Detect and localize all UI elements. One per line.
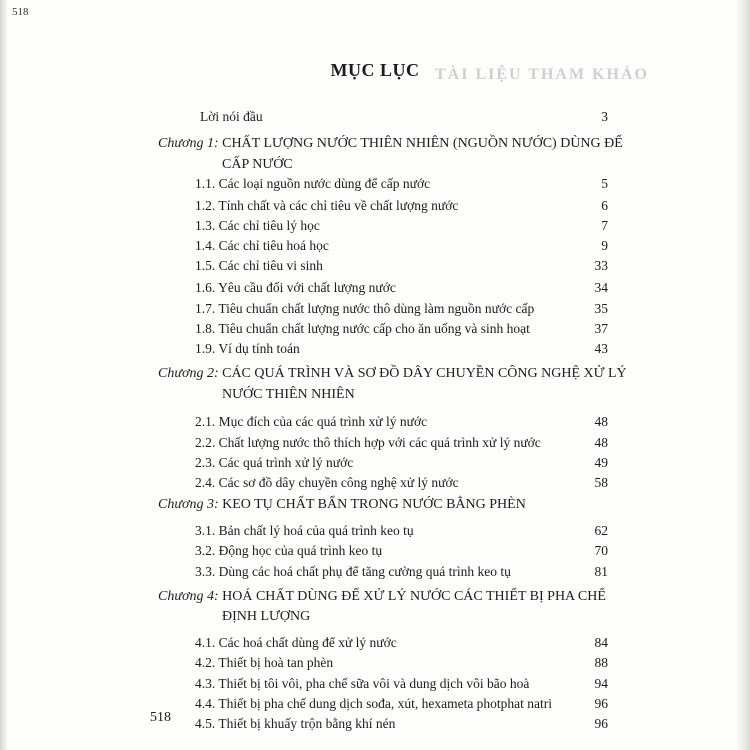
toc-entry xyxy=(195,321,608,337)
toc-entry-text: 4.2. Thiết bị hoà tan phèn xyxy=(195,655,334,670)
chapter-title-continued: ĐỊNH LƯỢNG xyxy=(222,609,311,624)
chapter-heading xyxy=(158,366,627,382)
toc-entry-page: 58 xyxy=(594,475,608,490)
toc-entry-page: 7 xyxy=(601,218,608,233)
toc-entry-page: 9 xyxy=(601,238,608,253)
toc-entry-page: 48 xyxy=(594,414,608,429)
toc-entry xyxy=(195,655,608,671)
toc-entry-text: 1.6. Yêu cầu đối với chất lượng nước xyxy=(195,280,396,295)
toc-entry-text: 1.5. Các chỉ tiêu vi sinh xyxy=(195,258,323,273)
toc-entry-text: 3.1. Bản chất lý hoá của quá trình keo tụ xyxy=(195,523,414,538)
toc-entry-page: 48 xyxy=(594,435,608,450)
toc-entry-text: 1.1. Các loại nguồn nước dùng để cấp nước xyxy=(195,176,431,191)
page-gutter-shadow xyxy=(0,0,8,750)
toc-entry-text: 1.2. Tính chất và các chỉ tiêu về chất lượng nước xyxy=(195,198,459,213)
toc-entry-page: 70 xyxy=(594,543,608,558)
toc-entry xyxy=(195,176,608,192)
toc-entry-text: 3.2. Động học của quá trình keo tụ xyxy=(195,543,383,558)
toc-entry-text: 3.3. Dùng các hoá chất phụ để tăng cường quá trình keo tụ xyxy=(195,564,511,579)
toc-entry-page: 81 xyxy=(594,564,608,579)
chapter-label: Chương 1: xyxy=(158,136,219,151)
chapter-title: HOÁ CHẤT DÙNG ĐỂ XỬ LÝ NƯỚC CÁC THIẾT BỊ PHA CHẾ xyxy=(222,589,606,604)
toc-entry xyxy=(195,475,608,491)
toc-entry xyxy=(195,676,608,692)
toc-entry-text: 4.4. Thiết bị pha chế dung dịch sođa, xút, hexameta photphat natri xyxy=(195,696,553,711)
toc-entry xyxy=(195,238,608,254)
toc-entry-text: 2.1. Mục đích của các quá trình xử lý nước xyxy=(195,414,428,429)
chapter-heading xyxy=(158,497,526,513)
toc-entry-text: 1.3. Các chỉ tiêu lý học xyxy=(195,218,320,233)
toc-entry-page: 49 xyxy=(594,455,608,470)
toc-entry-page: 94 xyxy=(594,676,608,691)
toc-entry-page: 34 xyxy=(594,280,608,295)
corner-number: 518 xyxy=(12,6,29,18)
toc-entry-text: Lời nói đầu xyxy=(200,109,263,124)
toc-entry xyxy=(195,218,608,234)
toc-entry xyxy=(195,543,608,559)
toc-entry xyxy=(195,564,608,580)
toc-entry-page: 37 xyxy=(594,321,608,336)
toc-entry-page: 33 xyxy=(594,258,608,273)
toc-entry xyxy=(195,696,608,712)
chapter-heading xyxy=(158,136,623,152)
chapter-label: Chương 2: xyxy=(158,366,219,381)
toc-entry-page: 5 xyxy=(601,176,608,191)
toc-entry xyxy=(195,455,608,471)
toc-entry-text: 2.4. Các sơ đồ dây chuyền công nghệ xử lý nước xyxy=(195,475,459,490)
toc-entry-text: 1.7. Tiêu chuẩn chất lượng nước thô dùng làm nguồn nước cấp xyxy=(195,301,535,316)
toc-entry xyxy=(195,414,608,430)
chapter-label: Chương 3: xyxy=(158,497,219,512)
toc-entry xyxy=(195,198,608,214)
chapter-title: CHẤT LƯỢNG NƯỚC THIÊN NHIÊN (NGUỒN NƯỚC) DÙNG ĐỂ xyxy=(222,136,623,151)
toc-entry-page: 6 xyxy=(601,198,608,213)
toc-entry-page: 88 xyxy=(594,655,608,670)
toc-entry-page: 35 xyxy=(594,301,608,316)
toc-entry-page: 3 xyxy=(601,109,608,124)
chapter-heading xyxy=(158,589,606,605)
page-title: MỤC LỤC xyxy=(330,60,420,80)
bleed-through-title: TÀI LIỆU THAM KHẢO xyxy=(435,66,649,83)
toc-entry xyxy=(195,435,608,451)
chapter-title: CÁC QUÁ TRÌNH VÀ SƠ ĐỒ DÂY CHUYỀN CÔNG NGHỆ XỬ LÝ xyxy=(222,366,627,381)
toc-entry-page: 62 xyxy=(594,523,608,538)
toc-entry xyxy=(195,716,608,732)
toc-entry-text: 1.8. Tiêu chuẩn chất lượng nước cấp cho ăn uống và sinh hoạt xyxy=(195,321,530,336)
toc-entry-page: 84 xyxy=(594,635,608,650)
toc-entry-text: 1.9. Ví dụ tính toán xyxy=(195,341,300,356)
toc-entry xyxy=(195,341,608,357)
toc-entry-text: 2.3. Các quá trình xử lý nước xyxy=(195,455,354,470)
page-number: 518 xyxy=(150,710,171,725)
toc-entry-text: 2.2. Chất lượng nước thô thích hợp với các quá trình xử lý nước xyxy=(195,435,541,450)
chapter-title-continued: NƯỚC THIÊN NHIÊN xyxy=(222,387,355,402)
toc-entry-page: 43 xyxy=(594,341,608,356)
chapter-title-continued: CẤP NƯỚC xyxy=(222,157,293,172)
toc-entry xyxy=(195,258,608,274)
toc-entry xyxy=(195,280,608,296)
page-edge-shadow xyxy=(736,0,750,750)
toc-entry xyxy=(195,301,608,317)
toc-entry-page: 96 xyxy=(594,716,608,731)
chapter-label: Chương 4: xyxy=(158,589,219,604)
toc-preface xyxy=(200,109,608,125)
toc-entry xyxy=(195,523,608,539)
toc-entry-text: 4.1. Các hoá chất dùng để xử lý nước xyxy=(195,635,397,650)
toc-entry-page: 96 xyxy=(594,696,608,711)
toc-entry-text: 4.3. Thiết bị tôi vôi, pha chế sữa vôi và dung dịch vôi bão hoà xyxy=(195,676,530,691)
chapter-title: KEO TỤ CHẤT BẨN TRONG NƯỚC BẰNG PHÈN xyxy=(222,497,526,512)
toc-entry xyxy=(195,635,608,651)
toc-entry-text: 1.4. Các chỉ tiêu hoá học xyxy=(195,238,329,253)
toc-entry-text: 4.5. Thiết bị khuấy trộn bằng khí nén xyxy=(195,716,396,731)
